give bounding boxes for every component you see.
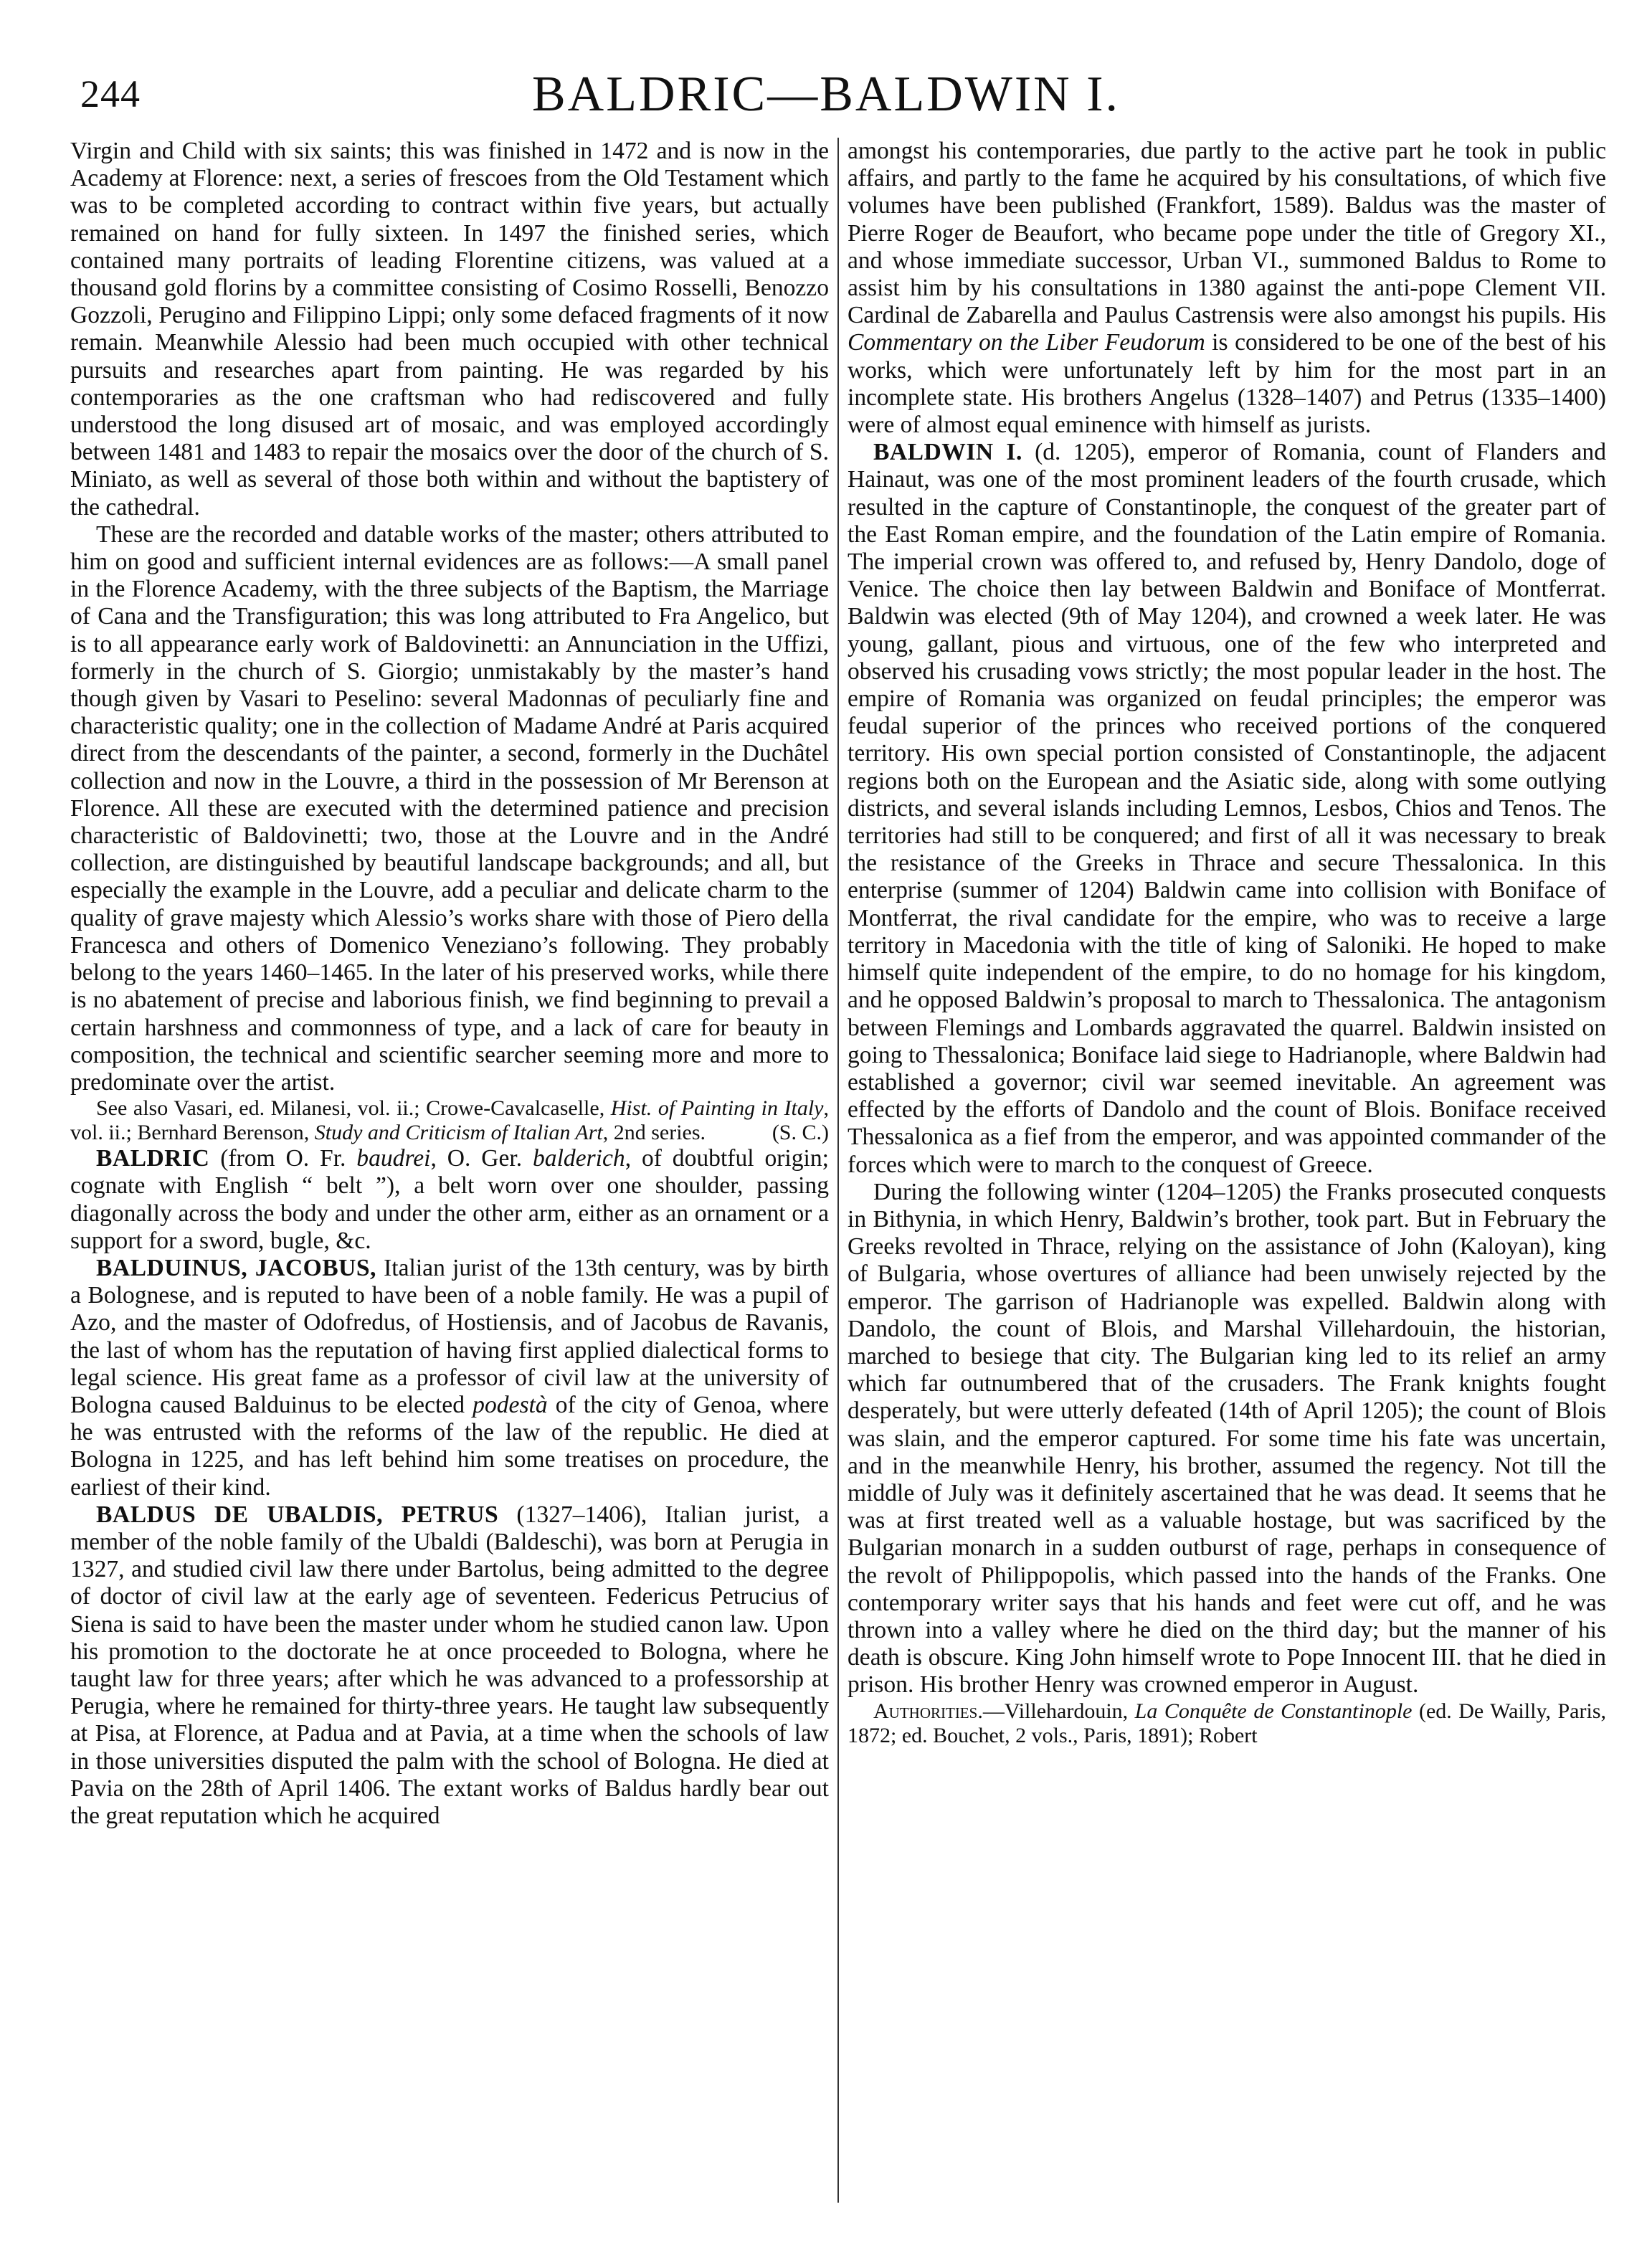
authorities-label: Authorities. (873, 1699, 983, 1723)
headword-baldric: BALDRIC (96, 1145, 210, 1172)
baldwin-authorities: Authorities.—Villehardouin, La Conquête de Constantinople (ed. De Wailly, Paris, 1872; ed. Bouchet, 2 vols., Paris, 1891); Robert (848, 1699, 1606, 1747)
baldwin-i-second-paragraph: During the following winter (1204–1205) the Franks prosecuted conquests in Bithynia, in which Henry, Baldwin’s brother, took part. But in February the Greeks revolted in Thrace, relying on the assistance of John (Kaloyan), king of Bulgaria, whose overtures of alliance had been unwisely rejected by the emperor. The garrison of Hadrianople was expelled. Baldwin along with Dandolo, the count of Blois, and Marshal Villehardouin, the historian, marched to besiege that city. The Bulgarian king led to its relief an army which far outnumbered that of the crusaders. The Frank knights fought desperately, but were utterly defeated (14th of April 1205); the count of Blois was slain, and the emperor captured. For some time his fate was uncertain, and in the meanwhile Henry, his brother, assumed the regency. Not till the middle of July was it definitely ascertained that he was dead. It seems that he was at first treated well as a valuable hostage, but was sacrificed by the Bulgarian monarch in a sudden outburst of rage, perhaps in consequence of the revolt of Philippopolis, which passed into the hands of the Franks. One contemporary writer says that his hands and feet were cut off, and he was thrown into a valley where he died on the third day; but the manner of his death is obscure. King John himself wrote to Pope Innocent III. that he died in prison. His brother Henry was crowned emperor in August. (848, 1178, 1606, 1699)
entry-baldus: BALDUS DE UBALDIS, PETRUS (1327–1406), Italian jurist, a member of the noble family of the Ubaldi (Baldeschi), was born at Perugia in 1327, and studied civil law there under Bartolus, being admitted to the degree of doctor of civil law at the early age of seventeen. Federicus Petrucius of Siena is said to have been the master under whom he studied canon law. Upon his promotion to the doctorate he at once proceeded to Bologna, where he taught law for three years; after which he was advanced to a professorship at Perugia, where he remained for thirty-three years. He taught law subsequently at Pisa, at Florence, at Padua and at Pavia, at a time when the schools of law in those universities disputed the palm with the school of Bologna. He died at Pavia on the 28th of April 1406. The extant works of Baldus hardly bear out the great reputation which he acquired (70, 1501, 829, 1829)
column-divider (837, 138, 839, 2203)
right-column (848, 138, 1606, 2238)
baldovinetti-continuation: Virgin and Child with six saints; this was finished in 1472 and is now in the Academy at Florence: next, a series of frescoes from the Old Testament which was to be completed according to contract within five years, but actually remained on hand for fully sixteen. In 1497 the finished series, which contained many portraits of leading Florentine citizens, was valued at a thousand gold florins by a committee consisting of Cosimo Rosselli, Benozzo Gozzoli, Perugino and Filippino Lippi; only some defaced fragments of it now remain. Meanwhile Alessio had been much occupied with other technical pursuits and researches apart from painting. He was regarded by his contemporaries as the one craftsman who had rediscovered and fully understood the long disused art of mosaic, and was employed accordingly between 1481 and 1483 to repair the mosaics over the door of the church of S. Miniato, as well as several of those both within and without the baptistery of the cathedral. (70, 138, 829, 521)
page-number: 244 (80, 72, 141, 115)
running-title: BALDRIC—BALDWIN I. (531, 67, 1121, 122)
entry-balduinus: BALDUINUS, JACOBUS, Italian jurist of the 13th century, was by birth a Bolognese, and is reputed to have been of a noble family. He was a pupil of Azo, and the master of Odofredus, of Hostiensis, and of Jacobus de Ravanis, the last of whom has the reputation of having first applied dialectical forms to legal science. His great fame as a professor of civil law at the university of Bologna caused Balduinus to be elected podestà of the city of Genoa, where he was entrusted with the reforms of the law of the republic. He died at Bologna in 1225, and has left behind him some treatises on procedure, the earliest of their kind. (70, 1254, 829, 1501)
baldovinetti-references: See also Vasari, ed. Milanesi, vol. ii.; Crowe-Cavalcaselle, Hist. of Painting in Italy, vol. ii.; Bernhard Berenson, Study and Criticism of Italian Art, 2nd series. (S. C.) (70, 1096, 829, 1145)
baldovinetti-works-paragraph: These are the recorded and datable works of the master; others attributed to him on good and sufficient internal evidences are as follows:—A small panel in the Florence Academy, with the three subjects of the Baptism, the Marriage of Cana and the Transfiguration; this was long attributed to Fra Angelico, but is to all appearance early work of Baldovinetti: an Annunciation in the Uffizi, formerly in the church of S. Giorgio; unmistakably by the master’s hand though given by Vasari to Peselino: several Madonnas of peculiarly fine and characteristic quality; one in the collection of Madame André at Paris acquired direct from the descendants of the painter, a second, formerly in the Duchâtel collection and now in the Louvre, a third in the possession of Mr Berenson at Florence. All these are executed with the determined patience and precision characteristic of Baldovinetti; two, those at the Louvre and in the André collection, are distinguished by beautiful landscape backgrounds; and all, but especially the example in the Louvre, add a peculiar and delicate charm to the quality of grave majesty which Alessio’s works share with those of Piero della Francesca and others of Domenico Veneziano’s following. They probably belong to the years 1460–1465. In the later of his preserved works, while there is no abatement of precise and laborious finish, we find beginning to prevail a certain harshness and commonness of type, and a lack of care for beauty in composition, the technical and scientific searcher seeming more and more to predominate over the artist. (70, 521, 829, 1096)
left-column (70, 138, 829, 2238)
headword-baldwin-i: BALDWIN I. (873, 439, 1022, 466)
headword-baldus: BALDUS DE UBALDIS, PETRUS (96, 1501, 499, 1528)
entry-baldwin-i: BALDWIN I. (d. 1205), emperor of Romania, count of Flanders and Hainaut, was one of the most prominent leaders of the fourth crusade, which resulted in the capture of Constantinople, the conquest of the greater part of the East Roman empire, and the foundation of the Latin empire of Romania. The imperial crown was offered to, and refused by, Henry Dandolo, doge of Venice. The choice then lay between Baldwin and Boniface of Montferrat. Baldwin was elected (9th of May 1204), and crowned a week later. He was young, gallant, pious and virtuous, one of the few who interpreted and observed his crusading vows strictly; the most popular leader in the host. The empire of Romania was organized on feudal principles; the emperor was feudal superior of the princes who received portions of the conquered territory. His own special portion consisted of Constantinople, the adjacent regions both on the European and the Asiatic side, along with some outlying districts, and several islands including Lemnos, Lesbos, Chios and Tenos. The territories had still to be conquered; and first of all it was necessary to break the resistance of the Greeks in Thrace and secure Thessalonica. In this enterprise (summer of 1204) Baldwin came into collision with Boniface of Montferrat, the rival candidate for the empire, who was to receive a large territory in Macedonia with the title of king of Saloniki. He hoped to make himself quite independent of the empire, to do no homage for his kingdom, and he opposed Baldwin’s proposal to march to Thessalonica. The antagonism between Flemings and Lombards aggravated the quarrel. Baldwin insisted on going to Thessalonica; Boniface laid siege to Hadrianople, where Baldwin had established a governor; civil war seemed inevitable. An agreement was effected by the efforts of Dandolo and the count of Blois. Boniface received Thessalonica as a fief from the emperor, and was appointed commander of the forces which were to march to the conquest of Greece. (848, 439, 1606, 1178)
page-header (0, 66, 1652, 123)
entry-baldric: BALDRIC (from O. Fr. baudrei, O. Ger. balderich, of doubtful origin; cognate with English “ belt ”), a belt worn over one shoulder, passing diagonally across the body and under the other arm, either as an ornament or a support for a sword, bugle, &c. (70, 1145, 829, 1254)
baldus-continuation: amongst his contemporaries, due partly to the active part he took in public affairs, and partly to the fame he acquired by his consultations, of which five volumes have been published (Frankfort, 1589). Baldus was the master of Pierre Roger de Beaufort, who became pope under the title of Gregory XI., and whose immediate successor, Urban VI., summoned Baldus to Rome to assist him by his consultations in 1380 against the anti-pope Clement VII. Cardinal de Zabarella and Paulus Castrensis were also amongst his pupils. His Commentary on the Liber Feudorum is considered to be one of the best of his works, which were unfortunately left by him for the most part in an incomplete state. His brothers Angelus (1328–1407) and Petrus (1335–1400) were of almost equal eminence with himself as jurists. (848, 138, 1606, 439)
headword-balduinus: BALDUINUS, JACOBUS, (96, 1254, 376, 1281)
author-signature: (S. C.) (772, 1121, 829, 1145)
